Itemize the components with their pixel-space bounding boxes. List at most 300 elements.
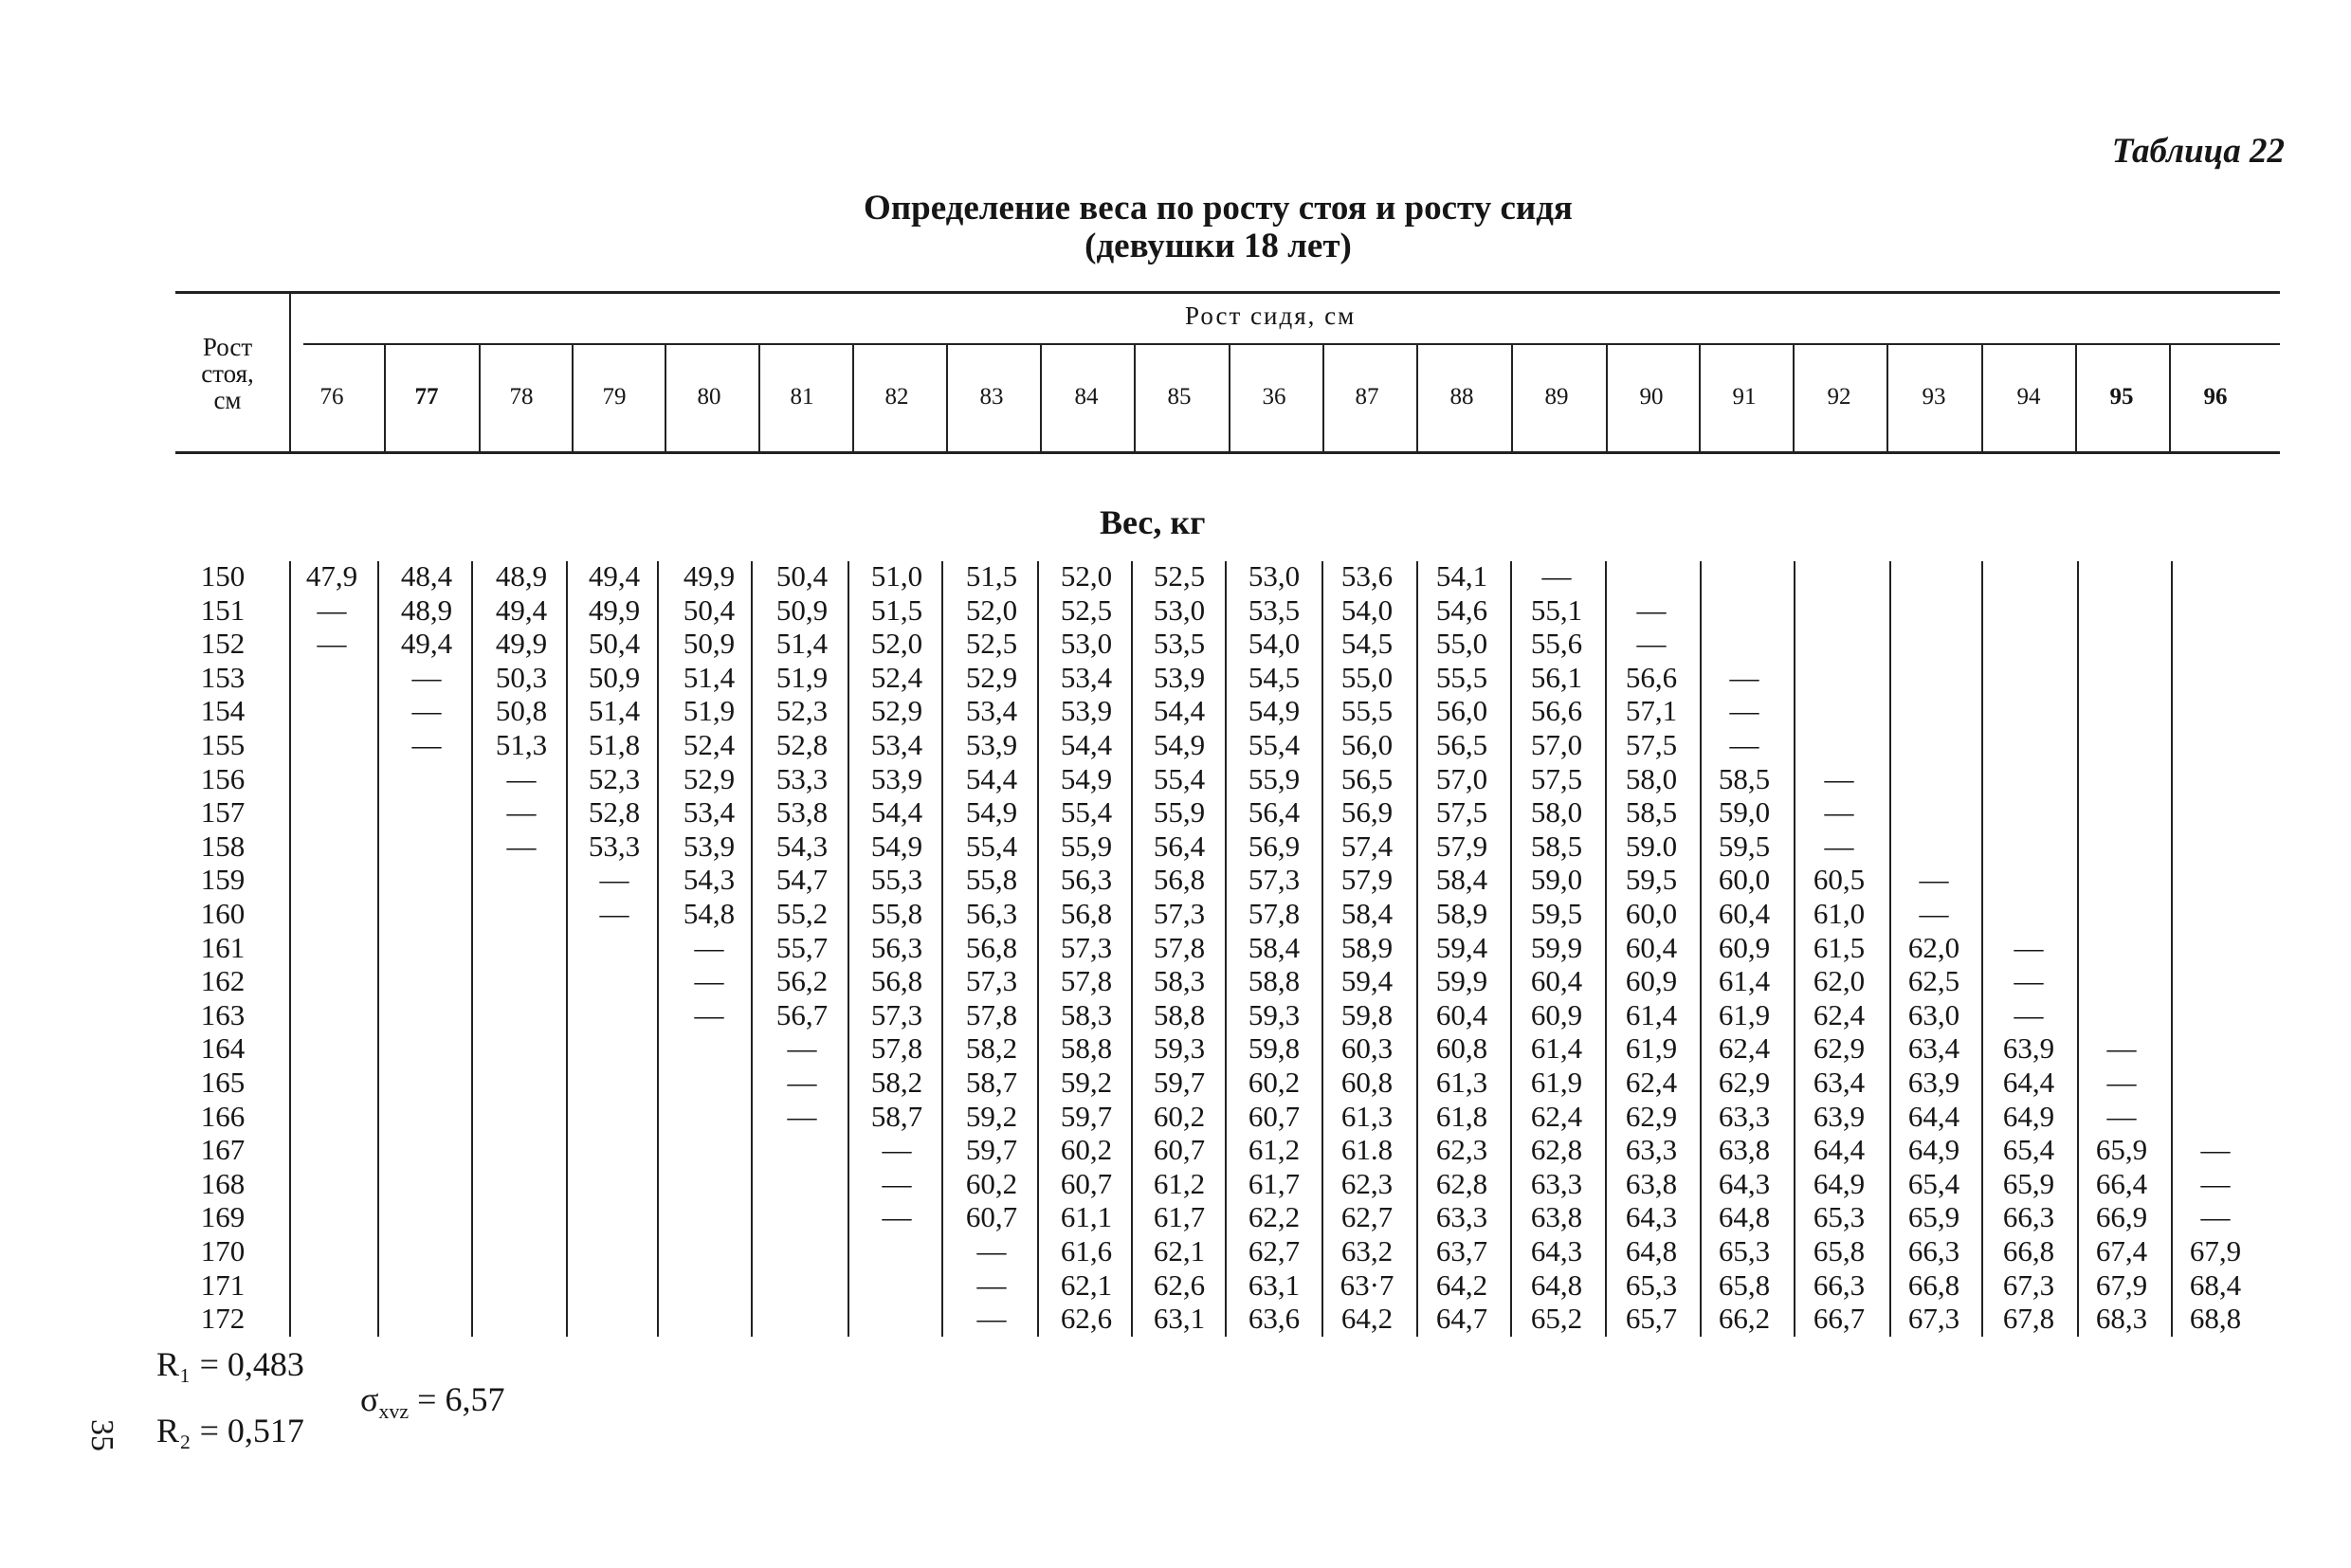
weight-cell: 60,9 (1718, 930, 1771, 964)
sitting-header-rule (303, 343, 2280, 345)
weight-cell: 61,4 (1718, 964, 1771, 998)
weight-cell: 48,4 (400, 559, 453, 593)
weight-cell: 56,9 (1248, 829, 1301, 863)
weight-cell: 60,0 (1718, 863, 1771, 897)
weight-cell: 57,5 (1625, 728, 1678, 761)
standing-header-line-1: Рост (202, 333, 253, 361)
weight-cell: 52,3 (775, 694, 829, 728)
header-divider (758, 345, 760, 451)
standing-height-value: 172 (200, 1302, 246, 1336)
weight-cell: 58,2 (870, 1066, 923, 1099)
weight-cell: 64,9 (1813, 1166, 1866, 1200)
table-row (0, 1268, 2351, 1303)
weight-cell: 57,1 (1625, 694, 1678, 728)
empty-dash-cell: — (506, 829, 537, 863)
sitting-column-header: 82 (884, 384, 909, 410)
weight-cell: 52,4 (870, 660, 923, 694)
weight-cell: 57,3 (965, 964, 1018, 998)
weight-cell: 50,4 (588, 627, 641, 661)
weight-cell: 64,8 (1530, 1267, 1583, 1302)
weight-cell: 58,9 (1435, 897, 1488, 930)
table-row (0, 931, 2351, 965)
weight-cell: 55,0 (1435, 627, 1488, 661)
weight-cell: 50,9 (775, 593, 829, 627)
weight-cell: 63,3 (1625, 1133, 1678, 1167)
weight-cell: 54,3 (683, 863, 736, 897)
weight-cell: 54,9 (1248, 694, 1301, 728)
weight-cell: 64,2 (1435, 1267, 1488, 1302)
weight-cell: 52,5 (1153, 559, 1206, 593)
weight-cell: 59,5 (1625, 863, 1678, 897)
weight-cell: 54,4 (870, 795, 923, 830)
weight-cell: 60,8 (1435, 1031, 1488, 1066)
weight-cell: 58,7 (870, 1099, 923, 1133)
weight-cell: 61,5 (1813, 930, 1866, 964)
weight-cell: 51,4 (588, 694, 641, 728)
table-row (0, 1167, 2351, 1201)
table-row (0, 998, 2351, 1032)
weight-cell: 53,9 (1060, 694, 1113, 728)
sitting-column-header: 90 (1639, 384, 1664, 410)
table-row (0, 559, 2351, 593)
weight-cell: 57,8 (1153, 930, 1206, 964)
weight-cell: 63,8 (1530, 1200, 1583, 1234)
weight-cell: 60,9 (1530, 997, 1583, 1031)
weight-cell: 66,9 (2095, 1200, 2148, 1234)
weight-cell: 64,8 (1625, 1234, 1678, 1267)
empty-dash-cell: — (599, 897, 629, 930)
weight-cell: 58,5 (1718, 761, 1771, 795)
weight-cell: 53,6 (1340, 559, 1394, 593)
sitting-column-header: 93 (1922, 384, 1946, 410)
weight-cell: 48,9 (495, 559, 548, 593)
header-divider (289, 294, 291, 451)
weight-cell: 61.8 (1340, 1133, 1394, 1167)
weight-cell: 60,7 (1248, 1099, 1301, 1133)
weight-cell: 65,3 (1718, 1234, 1771, 1267)
header-bottom-rule (175, 451, 2280, 454)
weight-cell: 59,8 (1248, 1031, 1301, 1066)
standing-height-value: 161 (200, 930, 246, 964)
weight-cell: 52,9 (870, 694, 923, 728)
weight-cell: 59,4 (1435, 930, 1488, 964)
weight-cell: 60,7 (965, 1200, 1018, 1234)
weight-cell: 52,4 (683, 728, 736, 761)
weight-cell: 61,3 (1435, 1066, 1488, 1099)
weight-cell: 65,8 (1813, 1234, 1866, 1267)
weight-cell: 52,0 (870, 627, 923, 661)
weight-cell: 54,4 (1060, 728, 1113, 761)
weight-cell: 54,8 (683, 897, 736, 930)
weight-cell: 54,1 (1435, 559, 1488, 593)
weight-cell: 51,9 (683, 694, 736, 728)
header-divider (1416, 345, 1418, 451)
weight-cell: 63,4 (1813, 1066, 1866, 1099)
r1-coefficient: R₁ = 0,483 (156, 1345, 304, 1383)
weight-cell: 67,9 (2189, 1234, 2242, 1267)
standing-height-value: 150 (200, 559, 246, 593)
sitting-column-header: 87 (1355, 384, 1379, 410)
weight-cell: 54,6 (1435, 593, 1488, 627)
weight-cell: 64,2 (1340, 1302, 1394, 1336)
weight-cell: 52,8 (588, 795, 641, 830)
weight-cell: 56,6 (1530, 694, 1583, 728)
weight-cell: 57,9 (1435, 829, 1488, 863)
empty-dash-cell: — (506, 795, 537, 830)
weight-cell: 58,0 (1625, 761, 1678, 795)
table-row (0, 1066, 2351, 1100)
weight-cell: 53,5 (1153, 627, 1206, 661)
weight-cell: 49,4 (400, 627, 453, 661)
weight-cell: 49,4 (495, 593, 548, 627)
weight-cell: 62,1 (1153, 1234, 1206, 1267)
weight-cell: 68,4 (2189, 1267, 2242, 1302)
standing-height-value: 154 (200, 694, 246, 728)
table-row (0, 1031, 2351, 1066)
sitting-column-header: 96 (2203, 384, 2228, 410)
empty-dash-cell: — (2106, 1099, 2137, 1133)
weight-cell: 55,5 (1340, 694, 1394, 728)
weight-cell: 54,0 (1340, 593, 1394, 627)
weight-cell: 59,0 (1718, 795, 1771, 830)
table-title (0, 190, 2351, 265)
weight-cell: 66,7 (1813, 1302, 1866, 1336)
weight-cell: 58,8 (1248, 964, 1301, 998)
header-divider (1322, 345, 1324, 451)
weight-cell: 62,9 (1625, 1099, 1678, 1133)
weight-cell: 61,7 (1153, 1200, 1206, 1234)
weight-cell: 51,5 (965, 559, 1018, 593)
empty-dash-cell: — (1729, 728, 1759, 761)
weight-cell: 56,8 (1153, 863, 1206, 897)
weight-cell: 60,8 (1340, 1066, 1394, 1099)
weight-cell: 52,5 (965, 627, 1018, 661)
weight-cell: 58,8 (1153, 997, 1206, 1031)
weight-cell: 51,8 (588, 728, 641, 761)
weight-cell: 53,9 (683, 829, 736, 863)
weight-cell: 51,9 (775, 660, 829, 694)
weight-cell: 53,0 (1153, 593, 1206, 627)
empty-dash-cell: — (506, 761, 537, 795)
weight-cell: 55,1 (1530, 593, 1583, 627)
empty-dash-cell: — (317, 627, 347, 661)
sitting-column-header: 81 (790, 384, 814, 410)
weight-cell: 57,9 (1340, 863, 1394, 897)
weight-cell: 59,7 (1060, 1099, 1113, 1133)
weight-cell: 54,9 (1060, 761, 1113, 795)
weight-cell: 65,9 (2095, 1133, 2148, 1167)
weight-cell: 60,4 (1530, 964, 1583, 998)
header-divider (1229, 345, 1230, 451)
table-row (0, 661, 2351, 695)
weight-cell: 60,9 (1625, 964, 1678, 998)
weight-cell: 49,9 (495, 627, 548, 661)
weight-cell: 67,8 (2002, 1302, 2055, 1336)
weight-cell: 61,2 (1153, 1166, 1206, 1200)
weight-cell: 56,0 (1340, 728, 1394, 761)
weight-cell: 52,3 (588, 761, 641, 795)
weight-cell: 63,3 (1530, 1166, 1583, 1200)
weight-cell: 57,0 (1435, 761, 1488, 795)
weight-cell: 60,2 (1248, 1066, 1301, 1099)
standing-height-value: 171 (200, 1267, 246, 1302)
standing-height-value: 152 (200, 627, 246, 661)
standing-header-line-2: стоя, (201, 359, 254, 388)
weight-cell: 53,9 (1153, 660, 1206, 694)
weight-cell: 62,3 (1340, 1166, 1394, 1200)
weight-cell: 50,8 (495, 694, 548, 728)
standing-height-value: 167 (200, 1133, 246, 1167)
weight-cell: 54,0 (1248, 627, 1301, 661)
weight-cell: 53,4 (870, 728, 923, 761)
page-number: 35 (84, 1419, 119, 1451)
weight-cell: 54,9 (870, 829, 923, 863)
weight-cell: 56,5 (1340, 761, 1394, 795)
weight-cell: 57,5 (1435, 795, 1488, 830)
empty-dash-cell: — (2200, 1133, 2231, 1167)
weight-cell: 63,3 (1435, 1200, 1488, 1234)
weight-cell: 62,4 (1813, 997, 1866, 1031)
weight-cell: 57,5 (1530, 761, 1583, 795)
weight-cell: 65,3 (1813, 1200, 1866, 1234)
weight-cell: 59,2 (965, 1099, 1018, 1133)
weight-cell: 53,9 (965, 728, 1018, 761)
weight-cell: 63,0 (1907, 997, 1960, 1031)
weight-cell: 58,4 (1340, 897, 1394, 930)
empty-dash-cell: — (2106, 1066, 2137, 1099)
weight-cell: 50,4 (683, 593, 736, 627)
weight-cell: 54,9 (965, 795, 1018, 830)
weight-cell: 52,0 (965, 593, 1018, 627)
weight-cell: 61,9 (1718, 997, 1771, 1031)
weight-cell: 67,3 (2002, 1267, 2055, 1302)
weight-cell: 62,4 (1530, 1099, 1583, 1133)
weight-cell: 62,8 (1530, 1133, 1583, 1167)
standing-height-value: 155 (200, 728, 246, 761)
weight-cell: 61,3 (1340, 1099, 1394, 1133)
sitting-height-header: Рост сидя, см (1185, 301, 1357, 330)
weight-cell: 55,0 (1340, 660, 1394, 694)
weight-cell: 56,4 (1153, 829, 1206, 863)
weight-cell: 52,9 (965, 660, 1018, 694)
weight-cell: 64,3 (1530, 1234, 1583, 1267)
table-row (0, 1200, 2351, 1234)
weight-cell: 55,9 (1153, 795, 1206, 830)
standing-height-value: 160 (200, 897, 246, 930)
weight-cell: 53,3 (775, 761, 829, 795)
standing-height-value: 159 (200, 863, 246, 897)
weight-cell: 63,7 (1435, 1234, 1488, 1267)
weight-cell: 57,3 (1248, 863, 1301, 897)
weight-cell: 63,9 (2002, 1031, 2055, 1066)
header-divider (1134, 345, 1136, 451)
weight-cell: 64,7 (1435, 1302, 1488, 1336)
empty-dash-cell: — (787, 1099, 817, 1133)
weight-cell: 55,9 (1060, 829, 1113, 863)
weight-cell: 49,9 (588, 593, 641, 627)
table-row (0, 694, 2351, 728)
sitting-column-header: 83 (979, 384, 1004, 410)
weight-cell: 57,8 (1248, 897, 1301, 930)
weight-cell: 65,7 (1625, 1302, 1678, 1336)
empty-dash-cell: — (1824, 761, 1854, 795)
weight-cell: 59,9 (1530, 930, 1583, 964)
weight-cell: 55,4 (1060, 795, 1113, 830)
sitting-column-header: 85 (1167, 384, 1192, 410)
weight-cell: 56,6 (1625, 660, 1678, 694)
weight-cell: 62,4 (1625, 1066, 1678, 1099)
weight-cell: 58,7 (965, 1066, 1018, 1099)
weight-cell: 59,5 (1530, 897, 1583, 930)
weight-cell: 54,9 (1153, 728, 1206, 761)
weight-cell: 60,4 (1435, 997, 1488, 1031)
header-divider (2075, 345, 2077, 451)
weight-cell: 59,3 (1153, 1031, 1206, 1066)
empty-dash-cell: — (2014, 964, 2044, 998)
title-line-1: Определение веса по росту стоя и росту сидя (864, 189, 1573, 228)
standing-height-value: 158 (200, 829, 246, 863)
empty-dash-cell: — (599, 863, 629, 897)
weight-cell: 52,9 (683, 761, 736, 795)
weight-cell: 62,4 (1718, 1031, 1771, 1066)
weight-cell: 61,0 (1813, 897, 1866, 930)
weight-cell: 61,4 (1625, 997, 1678, 1031)
empty-dash-cell: — (1636, 593, 1667, 627)
weight-cell: 68,3 (2095, 1302, 2148, 1336)
sitting-column-header: 77 (414, 384, 439, 410)
standing-height-value: 157 (200, 795, 246, 830)
weight-cell: 61,6 (1060, 1234, 1113, 1267)
table-row (0, 1302, 2351, 1336)
weight-cell: 60,3 (1340, 1031, 1394, 1066)
weight-cell: 56,8 (965, 930, 1018, 964)
weight-cell: 59,7 (1153, 1066, 1206, 1099)
weight-cell: 65,9 (1907, 1200, 1960, 1234)
weight-cell: 67,3 (1907, 1302, 1960, 1336)
weight-cell: 56,9 (1340, 795, 1394, 830)
standing-height-value: 166 (200, 1099, 246, 1133)
weight-cell: 62,6 (1153, 1267, 1206, 1302)
sitting-column-header: 88 (1449, 384, 1474, 410)
weight-cell: 62,6 (1060, 1302, 1113, 1336)
table-row (0, 1133, 2351, 1167)
empty-dash-cell: — (1824, 795, 1854, 830)
empty-dash-cell: — (2200, 1200, 2231, 1234)
weight-cell: 63,9 (1907, 1066, 1960, 1099)
weight-cell: 53,0 (1248, 559, 1301, 593)
weight-cell: 53,0 (1060, 627, 1113, 661)
weight-cell: 56,5 (1435, 728, 1488, 761)
weight-cell: 48,9 (400, 593, 453, 627)
header-divider (665, 345, 666, 451)
weight-cell: 61,9 (1530, 1066, 1583, 1099)
weight-cell: 51,4 (775, 627, 829, 661)
weight-cell: 56,8 (870, 964, 923, 998)
empty-dash-cell: — (411, 660, 442, 694)
weight-cell: 57,3 (1153, 897, 1206, 930)
header-divider (1793, 345, 1795, 451)
weight-cell: 61,7 (1248, 1166, 1301, 1200)
weight-cell: 59,5 (1718, 829, 1771, 863)
header-top-rule (175, 291, 2280, 294)
sitting-column-header: 92 (1827, 384, 1851, 410)
empty-dash-cell: — (411, 694, 442, 728)
weight-cell: 64,3 (1625, 1200, 1678, 1234)
standing-height-value: 153 (200, 660, 246, 694)
weight-cell: 65,8 (1718, 1267, 1771, 1302)
weight-cell: 63,1 (1248, 1267, 1301, 1302)
empty-dash-cell: — (976, 1234, 1007, 1267)
weight-cell: 62,2 (1248, 1200, 1301, 1234)
weight-cell: 55,8 (870, 897, 923, 930)
weight-cell: 55,5 (1435, 660, 1488, 694)
weight-cell: 56,4 (1248, 795, 1301, 830)
weight-cell: 63,9 (1813, 1099, 1866, 1133)
weight-cell: 55,2 (775, 897, 829, 930)
weight-cell: 64,4 (1907, 1099, 1960, 1133)
weight-cell: 64,3 (1718, 1166, 1771, 1200)
table-row (0, 863, 2351, 897)
table-row (0, 593, 2351, 628)
sitting-column-header: 80 (697, 384, 721, 410)
weight-cell: 59,9 (1435, 964, 1488, 998)
empty-dash-cell: — (2200, 1166, 2231, 1200)
weight-cell: 54,5 (1340, 627, 1394, 661)
weight-cell: 57,4 (1340, 829, 1394, 863)
weight-cell: 66,4 (2095, 1166, 2148, 1200)
title-line-2: (девушки 18 лет) (1084, 227, 1352, 265)
table-row (0, 1100, 2351, 1134)
weight-cell: 64,4 (2002, 1066, 2055, 1099)
weight-cell: 49,4 (588, 559, 641, 593)
weight-cell: 58,8 (1060, 1031, 1113, 1066)
sitting-column-header: 95 (2109, 384, 2134, 410)
weight-cell: 55,6 (1530, 627, 1583, 661)
header-divider (2169, 345, 2171, 451)
weight-cell: 65,2 (1530, 1302, 1583, 1336)
weight-cell: 52,0 (1060, 559, 1113, 593)
weight-cell: 59,0 (1530, 863, 1583, 897)
weight-cell: 55,3 (870, 863, 923, 897)
weight-cell: 57,8 (870, 1031, 923, 1066)
standing-height-value: 165 (200, 1066, 246, 1099)
empty-dash-cell: — (2014, 997, 2044, 1031)
weight-cell: 60,0 (1625, 897, 1678, 930)
weight-cell: 63,4 (1907, 1031, 1960, 1066)
header-divider (946, 345, 948, 451)
header-divider (479, 345, 481, 451)
weight-cell: 56,1 (1530, 660, 1583, 694)
weight-cell: 54,3 (775, 829, 829, 863)
weight-cell: 64,9 (1907, 1133, 1960, 1167)
weight-cell: 57,0 (1530, 728, 1583, 761)
weight-cell: 59,2 (1060, 1066, 1113, 1099)
weight-cell: 62,5 (1907, 964, 1960, 998)
weight-cell: 60,4 (1718, 897, 1771, 930)
table-row (0, 964, 2351, 998)
table-row (0, 627, 2351, 661)
sigma-value: = 6,57 (409, 1380, 505, 1418)
weight-cell: 59,8 (1340, 997, 1394, 1031)
weight-cell: 62,7 (1248, 1234, 1301, 1267)
weight-cell: 54,4 (1153, 694, 1206, 728)
weight-cell: 63·7 (1340, 1267, 1394, 1302)
empty-dash-cell: — (882, 1166, 912, 1200)
header-divider (1699, 345, 1701, 451)
weight-cell: 53,4 (1060, 660, 1113, 694)
weight-cell: 55,4 (965, 829, 1018, 863)
r2-coefficient: R₂ = 0,517 (156, 1412, 304, 1449)
